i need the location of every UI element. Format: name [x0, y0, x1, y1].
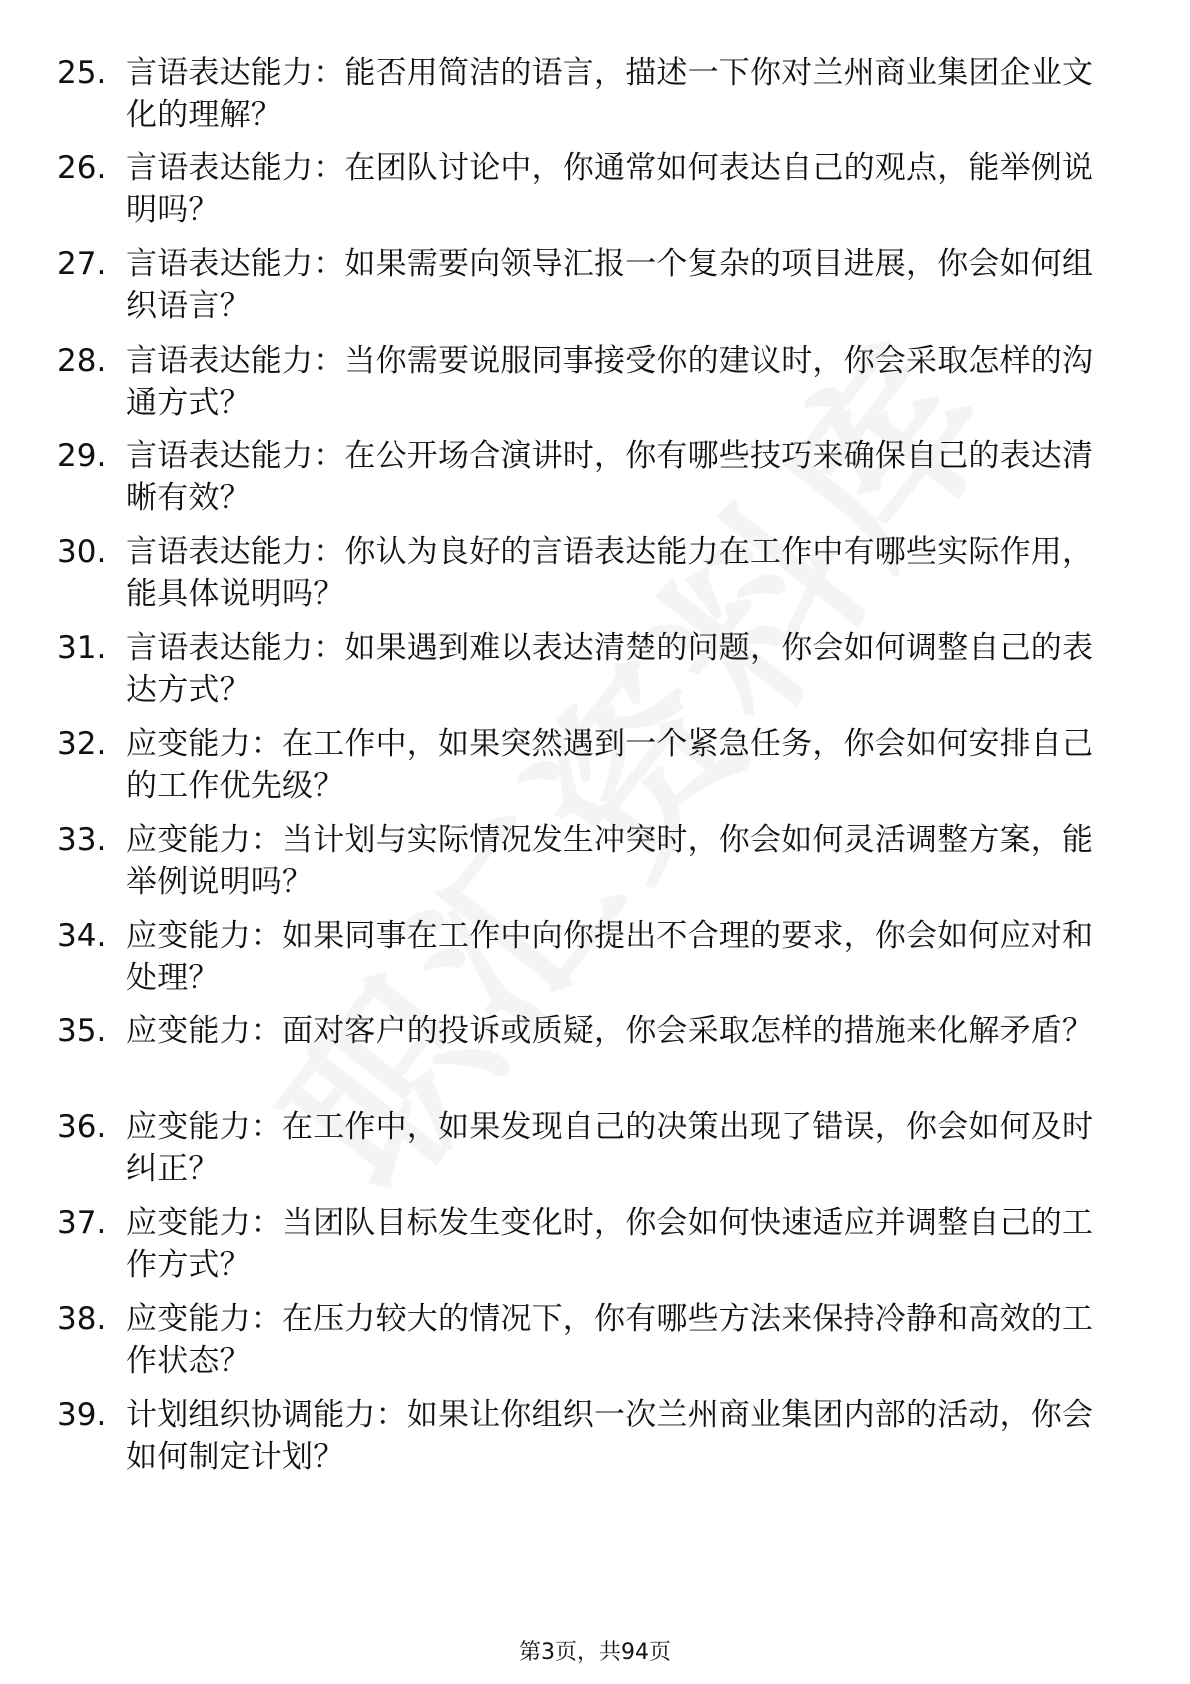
question-text: 言语表达能力：在公开场合演讲时，你有哪些技巧来确保自己的表达清晰有效？ [126, 438, 1094, 516]
question-item [0, 243, 1190, 333]
question-text: 言语表达能力：当你需要说服同事接受你的建议时，你会采取怎样的沟通方式？ [126, 343, 1094, 421]
question-text: 言语表达能力：在团队讨论中，你通常如何表达自己的观点，能举例说明吗？ [126, 150, 1094, 228]
question-text: 言语表达能力：能否用简洁的语言，描述一下你对兰州商业集团企业文化的理解？ [126, 55, 1094, 133]
question-item [0, 435, 1190, 525]
question-text: 言语表达能力：如果需要向领导汇报一个复杂的项目进展，你会如何组织语言？ [126, 246, 1094, 324]
question-item [0, 1298, 1190, 1388]
question-number: 26. [57, 150, 107, 186]
question-text: 言语表达能力：如果遇到难以表达清楚的问题，你会如何调整自己的表达方式？ [126, 630, 1094, 708]
question-text: 应变能力：面对客户的投诉或质疑，你会采取怎样的措施来化解矛盾？ [126, 1013, 1094, 1049]
question-number: 34. [57, 918, 107, 954]
question-item [0, 723, 1190, 813]
question-number: 27. [57, 246, 107, 282]
question-item [0, 915, 1190, 1005]
question-number: 39. [57, 1397, 107, 1433]
question-number: 29. [57, 438, 107, 474]
question-item [0, 1010, 1190, 1100]
question-item [0, 531, 1190, 621]
question-text: 计划组织协调能力：如果让你组织一次兰州商业集团内部的活动，你会如何制定计划？ [126, 1397, 1094, 1475]
question-item [0, 1106, 1190, 1196]
question-number: 28. [57, 343, 107, 379]
question-number: 36. [57, 1109, 107, 1145]
page-footer: 第3页，共94页 [519, 1640, 671, 1665]
question-number: 25. [57, 55, 107, 91]
question-item [0, 627, 1190, 717]
question-item [0, 1202, 1190, 1292]
question-number: 37. [57, 1205, 107, 1241]
question-number: 30. [57, 534, 107, 570]
question-number: 35. [57, 1013, 107, 1049]
question-text: 应变能力：在压力较大的情况下，你有哪些方法来保持冷静和高效的工作状态？ [126, 1301, 1094, 1379]
question-text: 应变能力：当团队目标发生变化时，你会如何快速适应并调整自己的工作方式？ [126, 1205, 1094, 1283]
question-text: 应变能力：当计划与实际情况发生冲突时，你会如何灵活调整方案，能举例说明吗？ [126, 822, 1094, 900]
question-text: 应变能力：在工作中，如果发现自己的决策出现了错误，你会如何及时纠正？ [126, 1109, 1094, 1187]
question-number: 38. [57, 1301, 107, 1337]
question-item [0, 1394, 1190, 1484]
question-item [0, 819, 1190, 909]
question-text: 应变能力：在工作中，如果突然遇到一个紧急任务，你会如何安排自己的工作优先级？ [126, 726, 1094, 804]
question-text: 应变能力：如果同事在工作中向你提出不合理的要求，你会如何应对和处理？ [126, 918, 1094, 996]
question-number: 31. [57, 630, 107, 666]
question-item [0, 147, 1190, 237]
question-item [0, 340, 1190, 430]
question-number: 32. [57, 726, 107, 762]
question-number: 33. [57, 822, 107, 858]
question-item [0, 52, 1190, 142]
question-text: 言语表达能力：你认为良好的言语表达能力在工作中有哪些实际作用，能具体说明吗？ [126, 534, 1094, 612]
